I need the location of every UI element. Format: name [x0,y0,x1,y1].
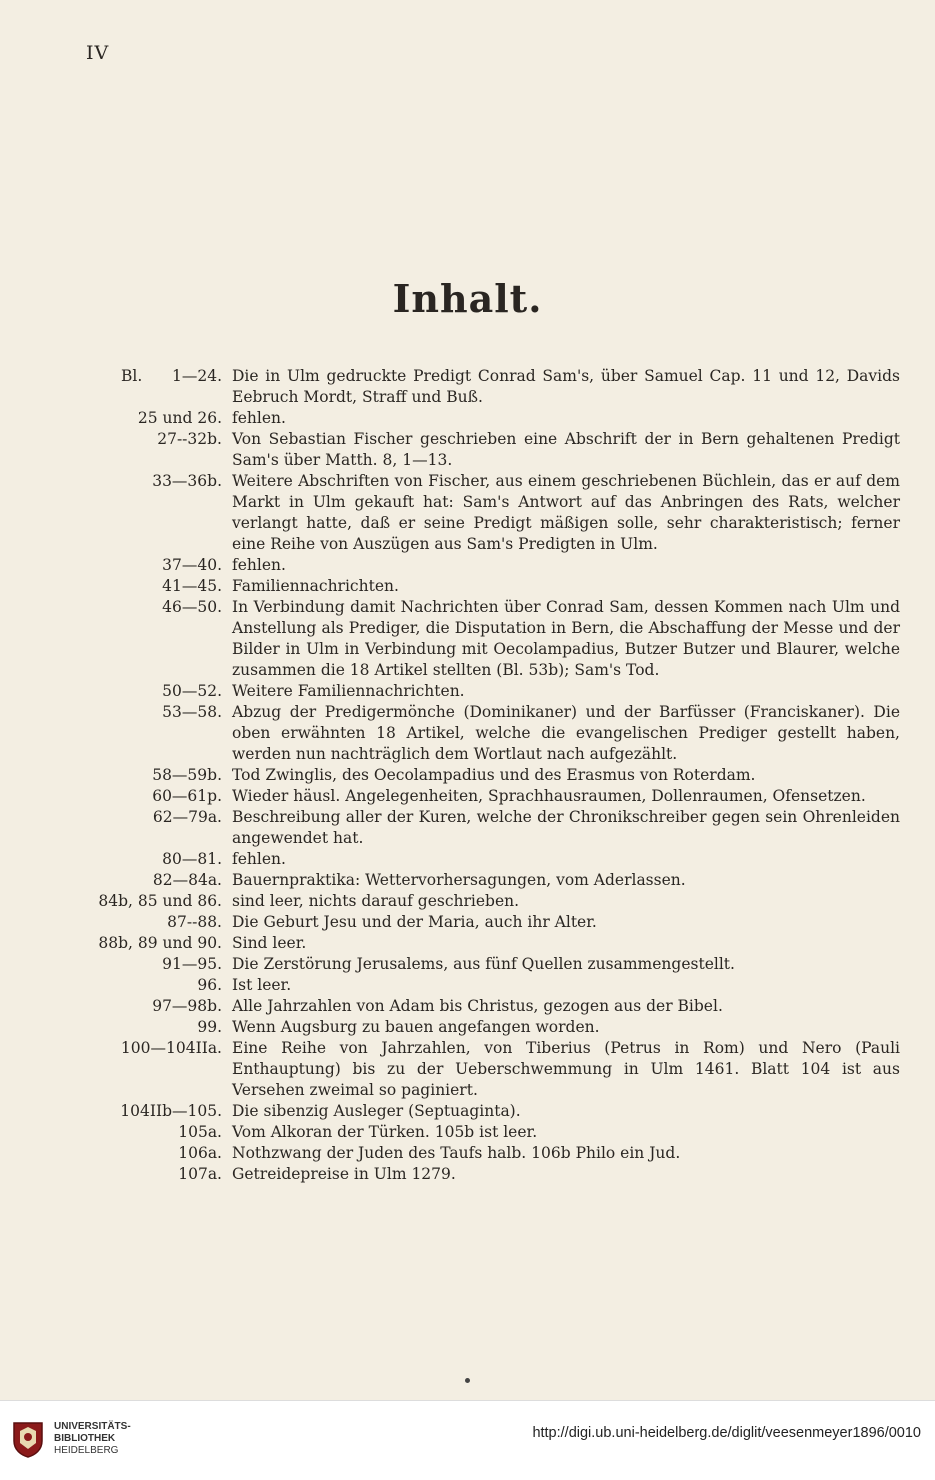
toc-entry-reference [60,597,232,618]
toc-entry [60,429,900,471]
toc-entry [60,597,900,681]
toc-entry-description: Von Sebastian Fischer geschrieben eine Abschrift der in Bern gehaltenen Predigt Sam's über Matth. 8, 1—13. [232,430,900,469]
toc-reference-range: 82—84a. [152,871,222,889]
toc-entry [60,1143,900,1164]
library-name-line1: UNIVERSITÄTS- [54,1421,131,1432]
toc-entry [60,765,900,786]
toc-reference-range: 1—24. [171,367,222,385]
toc-entry-description: Die Zerstörung Jerusalems, aus fünf Quellen zusammengestellt. [232,955,735,973]
toc-entry [60,471,900,555]
toc-entry-reference [60,555,232,576]
toc-entry-description: fehlen. [232,850,286,868]
toc-entry-reference [60,1122,232,1143]
toc-entry [60,996,900,1017]
toc-entry-description: Sind leer. [232,934,307,952]
toc-entry-description: Alle Jahrzahlen von Adam bis Christus, gezogen aus der Bibel. [232,997,723,1015]
library-name [54,1421,131,1457]
toc-entry [60,912,900,933]
toc-entry-reference [60,1143,232,1164]
toc-entry-description: Die sibenzig Ausleger (Septuaginta). [232,1102,521,1120]
toc-entry [60,702,900,765]
toc-entry-reference [60,702,232,723]
toc-entry-reference [60,912,232,933]
toc-reference-range: 87--88. [167,913,222,931]
toc-reference-range: 60—61p. [152,787,222,805]
toc-entry-description: fehlen. [232,409,286,427]
toc-entry-description: Wieder häusl. Angelegenheiten, Sprachhausraumen, Dollenraumen, Ofensetzen. [232,787,866,805]
toc-entry [60,849,900,870]
toc-entry-description: Tod Zwinglis, des Oecolampadius und des Erasmus von Roterdam. [232,766,756,784]
toc-entry [60,1164,900,1185]
toc-entry-description: Abzug der Predigermönche (Dominikaner) und der Barfüsser (Franciskaner). Die oben erwähnten 18 Artikel, welche die evangelischen Prediger gestellt haben, werden nun nachträglich dem Wortlaut nach aufgezählt. [232,703,900,763]
toc-entry-reference [60,1164,232,1185]
toc-reference-range: 80—81. [162,850,222,868]
toc-entry-description: Ist leer. [232,976,292,994]
toc-entry-reference [60,933,232,954]
toc-entry [60,1122,900,1143]
toc-entry-reference [60,870,232,891]
toc-entry [60,1017,900,1038]
toc-entry-description: Wenn Augsburg zu bauen angefangen worden. [232,1018,600,1036]
toc-reference-range: 100—104IIa. [120,1039,222,1057]
toc-entry [60,786,900,807]
toc-entry-description: Weitere Abschriften von Fischer, aus einem geschriebenen Büchlein, das er auf dem Markt in Ulm gekauft hat: Sam's Antwort auf das Anbringen des Rats, welcher verlangt hatte, daß er seine Predigt mäßigen solle, sehr charakteristisch; ferner eine Reihe von Auszügen aus Sam's Predigten in Ulm. [232,472,900,553]
toc-reference-range: 104IIb—105. [120,1102,222,1120]
toc-entry-reference [60,786,232,807]
toc-reference-range: 96. [197,976,222,994]
toc-entry [60,366,900,408]
toc-entry-reference [60,891,232,912]
library-name-line2: BIBLIOTHEK [54,1433,116,1444]
toc-entry-reference [60,1017,232,1038]
toc-entry-reference [60,954,232,975]
toc-reference-range: 105a. [178,1123,222,1141]
decorative-dot [465,1378,470,1383]
toc-reference-range: 88b, 89 und 90. [98,934,222,952]
toc-entry [60,954,900,975]
toc-entry-description: Die in Ulm gedruckte Predigt Conrad Sam's, über Samuel Cap. 11 und 12, Davids Eebruch Mordt, Straff und Buß. [232,367,900,406]
toc-entry [60,576,900,597]
university-seal-icon [10,1419,46,1459]
toc-reference-range: 97—98b. [152,997,222,1015]
toc-entry-reference [60,807,232,828]
toc-entry-description: Vom Alkoran der Türken. 105b ist leer. [232,1123,538,1141]
toc-reference-range: 53—58. [162,703,222,721]
toc-entry-description: sind leer, nichts darauf geschrieben. [232,892,520,910]
toc-reference-range: 41—45. [162,577,222,595]
toc-entry-description: fehlen. [232,556,286,574]
toc-entry-reference [60,681,232,702]
toc-entry-reference [60,1038,232,1059]
toc-reference-range: 50—52. [162,682,222,700]
toc-entry-reference [60,576,232,597]
toc-reference-range: 33—36b. [152,472,222,490]
toc-reference-prefix: Bl. [121,367,143,385]
toc-entry-description: Beschreibung aller der Kuren, welche der Chronikschreiber gegen sein Ohrenleiden angewendet hat. [232,808,900,847]
toc-entry-description: Getreidepreise in Ulm 1279. [232,1165,456,1183]
toc-reference-range: 27--32b. [157,430,222,448]
toc-reference-range: 58—59b. [152,766,222,784]
toc-entry [60,408,900,429]
toc-entry-reference [60,366,232,387]
permalink-url[interactable]: http://digi.ub.uni-heidelberg.de/diglit/veesenmeyer1896/0010 [532,1425,921,1441]
table-of-contents [60,366,900,1185]
toc-entry [60,681,900,702]
toc-entry [60,870,900,891]
page-title: Inhalt. [392,276,543,321]
toc-entry-reference [60,849,232,870]
toc-entry-reference [60,408,232,429]
toc-reference-range: 37—40. [162,556,222,574]
toc-entry-description: Familiennachrichten. [232,577,399,595]
toc-entry [60,555,900,576]
library-name-line3: HEIDELBERG [54,1445,119,1456]
toc-reference-range: 91—95. [162,955,222,973]
toc-entry-reference [60,765,232,786]
toc-reference-range: 46—50. [162,598,222,616]
toc-entry-reference [60,975,232,996]
toc-entry-reference [60,1101,232,1122]
toc-entry-reference [60,996,232,1017]
footer-bar [0,1400,935,1480]
toc-entry [60,807,900,849]
page-number: IV [86,42,110,64]
toc-reference-range: 107a. [178,1165,222,1183]
toc-entry [60,1038,900,1101]
toc-entry [60,891,900,912]
toc-entry-description: Die Geburt Jesu und der Maria, auch ihr Alter. [232,913,597,931]
toc-entry [60,975,900,996]
toc-entry-description: Nothzwang der Juden des Taufs halb. 106b Philo ein Jud. [232,1144,681,1162]
toc-reference-range: 84b, 85 und 86. [98,892,222,910]
toc-entry-reference [60,429,232,450]
toc-entry [60,933,900,954]
toc-reference-range: 106a. [178,1144,222,1162]
toc-reference-range: 25 und 26. [137,409,222,427]
toc-entry-description: Bauernpraktika: Wettervorhersagungen, vom Aderlassen. [232,871,686,889]
toc-entry-description: Weitere Familiennachrichten. [232,682,465,700]
toc-reference-range: 99. [197,1018,222,1036]
toc-entry-description: In Verbindung damit Nachrichten über Conrad Sam, dessen Kommen nach Ulm und Anstellung als Prediger, die Disputation in Bern, die Abschaffung der Messe und der Bilder in Ulm in Verbindung mit Oecolampadius, Butzer Butzer und Blaurer, welche zusammen die 18 Artikel stellten (Bl. 53b); Sam's Tod. [232,598,900,679]
toc-entry-description: Eine Reihe von Jahrzahlen, von Tiberius (Petrus in Rom) und Nero (Pauli Enthauptung) bis zu der Ueberschwemmung in Ulm 1461. Blatt 104 ist aus Versehen zweimal so paginiert. [232,1039,900,1099]
toc-entry-reference [60,471,232,492]
toc-reference-range: 62—79a. [152,808,222,826]
toc-entry [60,1101,900,1122]
